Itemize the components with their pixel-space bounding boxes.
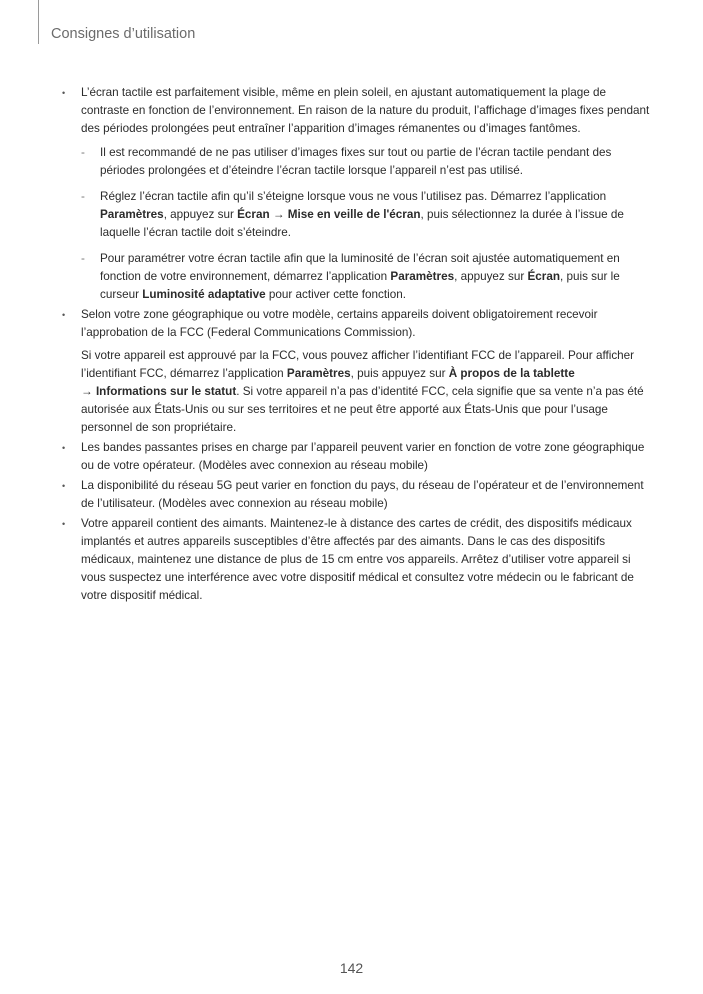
bullet-text: Les bandes passantes prises en charge par l’appareil peuvent varier en fonction de votre zone géographique ou de votre opérateur. (Modèles avec connexion au réseau mobile) bbox=[81, 441, 645, 472]
page-number: 142 bbox=[339, 960, 364, 976]
page-header: Consignes d’utilisation bbox=[51, 26, 196, 42]
bold-term: Écran bbox=[527, 270, 560, 283]
bold-term: Écran bbox=[237, 208, 270, 221]
bullet-text: Selon votre zone géographique ou votre modèle, certains appareils doivent obligatoirement recevoir l’approbation de la FCC (Federal Communications Commission). bbox=[81, 308, 598, 339]
sub-item-adaptive-brightness bbox=[81, 250, 650, 304]
sub-item-static-images bbox=[81, 144, 650, 180]
bullet-dot-icon: • bbox=[62, 519, 66, 529]
bullet-item-5g bbox=[62, 477, 650, 513]
bullet-item-fcc bbox=[62, 306, 650, 437]
sub-item-text: Il est recommandé de ne pas utiliser d’images fixes sur tout ou partie de l’écran tactile pendant des périodes prolongées et d’éteindre l’écran tactile lorsque l’appareil n’est pas utilisé. bbox=[100, 146, 612, 177]
bullet-item-bandwidths bbox=[62, 439, 650, 475]
bullet-dot-icon: • bbox=[62, 443, 66, 453]
sub-item-text: Réglez l’écran tactile afin qu’il s’éteigne lorsque vous ne vous l’utilisez pas. Démarrez l’application Paramètres, appuyez sur Écran → Mise en veille de l'écran, puis sélectionnez la durée à l’issue de laquelle l’écran tactile doit s’éteindre. bbox=[100, 190, 624, 239]
bullet-dot-icon: • bbox=[62, 88, 66, 98]
bullet-text-fcc-id: Si votre appareil est approuvé par la FCC, vous pouvez afficher l’identifiant FCC de l’appareil. Pour afficher l’identifiant FCC, démarrez l’application Paramètres, puis appuyez sur À propos de la tablette → Informations sur le statut. Si votre appareil n’a pas d’identité FCC, cela signifie que sa vente n’a pas été autorisée aux États-Unis ou sur ses territoires et ne peut être apporté aux États-Unis que pour l’usage personnel de son propriétaire. bbox=[81, 349, 644, 434]
bold-term: Mise en veille de l'écran bbox=[287, 208, 421, 221]
bold-term: Paramètres bbox=[390, 270, 455, 283]
bold-term: Luminosité adaptative bbox=[142, 288, 266, 301]
document-body bbox=[62, 84, 650, 605]
sub-item-screen-timeout bbox=[81, 188, 650, 242]
sub-list bbox=[81, 144, 650, 304]
dash-icon: - bbox=[81, 252, 85, 265]
bullet-text: L’écran tactile est parfaitement visible, même en plein soleil, en ajustant automatiquement la plage de contraste en fonction de l’environnement. En raison de la nature du produit, l’affichage d’images fixes pendant des périodes prolongées peut entraîner l’apparition d’images rémanentes ou d’images fantômes. bbox=[81, 86, 650, 135]
bold-term: Informations sur le statut bbox=[95, 385, 237, 398]
bullet-item-magnets bbox=[62, 515, 650, 605]
bold-term: Paramètres bbox=[286, 367, 351, 380]
dash-icon: - bbox=[81, 190, 85, 203]
sub-item-text: Pour paramétrer votre écran tactile afin que la luminosité de l’écran soit ajustée automatiquement en fonction de votre environnement, démarrez l’application Paramètres, appuyez sur Écran, puis sur le curseur Luminosité adaptative pour activer cette fonction. bbox=[100, 252, 620, 301]
dash-icon: - bbox=[81, 146, 85, 159]
bullet-item-screen-visibility bbox=[62, 84, 650, 304]
bold-term: Paramètres bbox=[100, 208, 164, 221]
header-divider bbox=[38, 0, 39, 44]
bullet-text: Votre appareil contient des aimants. Maintenez-le à distance des cartes de crédit, des dispositifs médicaux implantés et autres appareils susceptibles d’être affectés par des aimants. Dans le cas des dispositifs médicaux, maintenez une distance de plus de 15 cm entre vos appareils. Arrêtez d’utiliser votre appareil si vous suspectez une interférence avec votre dispositif médical et consultez votre médecin ou le fabricant de votre dispositif médical. bbox=[81, 517, 634, 602]
bullet-dot-icon: • bbox=[62, 481, 66, 491]
bold-term: À propos de la tablette bbox=[448, 367, 575, 380]
bullet-dot-icon: • bbox=[62, 310, 66, 320]
bullet-text: La disponibilité du réseau 5G peut varier en fonction du pays, du réseau de l’opérateur et de l’environnement de l’utilisateur. (Modèles avec connexion au réseau mobile) bbox=[81, 479, 644, 510]
